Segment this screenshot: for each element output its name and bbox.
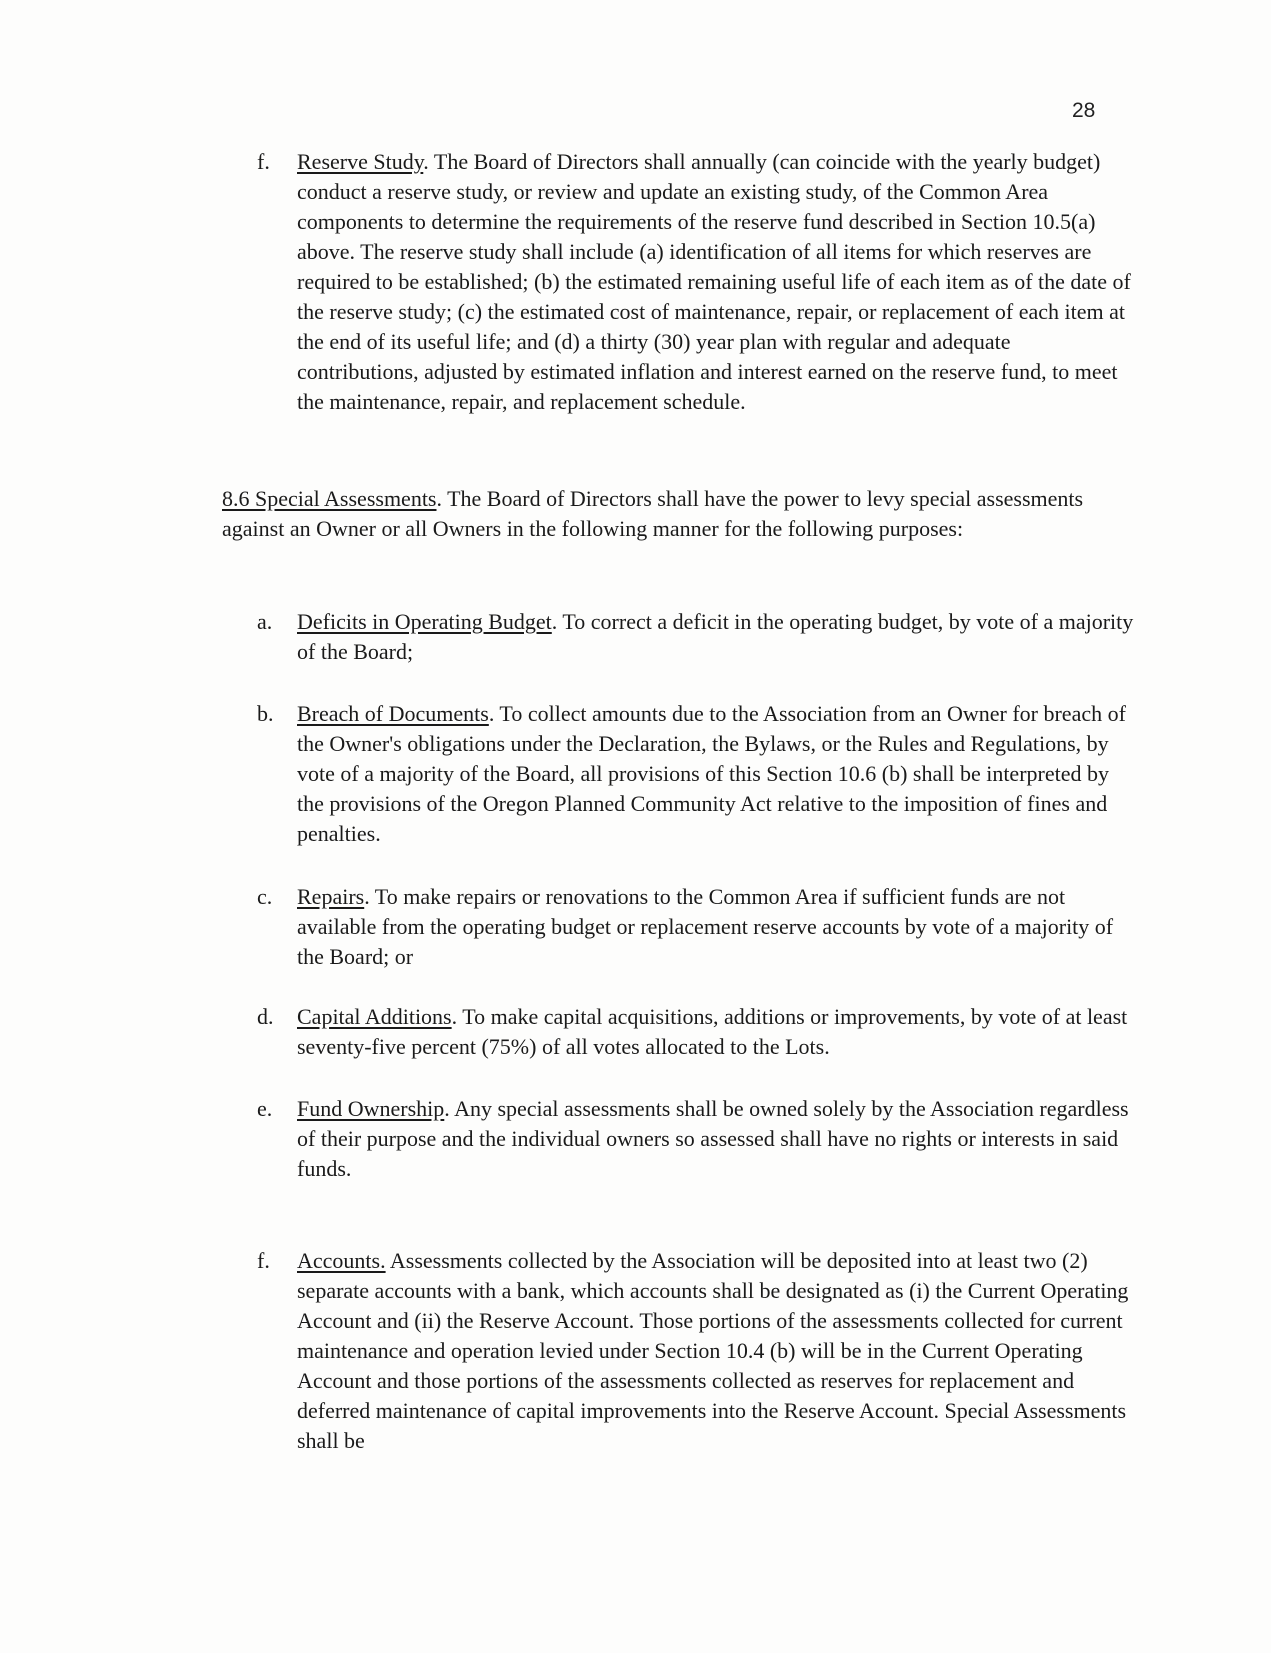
section-heading: 8.6 Special Assessments	[222, 486, 437, 511]
list-item-text	[297, 147, 1137, 417]
item-heading: Fund Ownership	[297, 1096, 445, 1121]
list-item-text	[297, 1094, 1137, 1184]
item-heading: Capital Additions	[297, 1004, 452, 1029]
list-item-text	[297, 1246, 1137, 1456]
list-marker: f.	[257, 1248, 270, 1273]
list-marker: b.	[257, 701, 274, 726]
section-special-assessments	[222, 484, 1122, 544]
list-item-deficits	[257, 607, 1137, 667]
item-body: . To collect amounts due to the Association from an Owner for breach of the Owner's obligations under the Declaration, the Bylaws, or the Rules and Regulations, by vote of a majority of the Board, all provisions of this Section 10.6 (b) shall be interpreted by the provisions of the Oregon Planned Community Act relative to the imposition of fines and penalties.	[297, 701, 1126, 846]
list-item-text	[297, 607, 1137, 667]
item-body: . To make capital acquisitions, additions or improvements, by vote of at least seventy-five percent (75%) of all votes allocated to the Lots.	[297, 1004, 1128, 1059]
list-marker: a.	[257, 609, 273, 634]
item-heading: Accounts.	[297, 1248, 386, 1273]
item-heading: Breach of Documents	[297, 701, 489, 726]
list-item-reserve-study	[257, 147, 1137, 417]
item-body: . The Board of Directors shall annually (can coincide with the yearly budget) conduct a reserve study, or review and update an existing study, of the Common Area components to determine the requirements of the reserve fund described in Section 10.5(a) above. The reserve study shall include (a) identification of all items for which reserves are required to be established; (b) the estimated remaining useful life of each item as of the date of the reserve study; (c) the estimated cost of maintenance, repair, or replacement of each item at the end of its useful life; and (d) a thirty (30) year plan with regular and adequate contributions, adjusted by estimated inflation and interest earned on the reserve fund, to meet the maintenance, repair, and replacement schedule.	[297, 149, 1131, 414]
item-body: . To make repairs or renovations to the Common Area if sufficient funds are not available from the operating budget or replacement reserve accounts by vote of a majority of the Board; or	[297, 884, 1114, 969]
list-marker: f.	[257, 149, 270, 174]
list-item-text	[297, 1002, 1137, 1062]
item-heading: Repairs	[297, 884, 365, 909]
section-body: . The Board of Directors shall have the power to levy special assessments against an Owner or all Owners in the following manner for the following purposes:	[222, 486, 1084, 541]
list-item-breach	[257, 699, 1137, 849]
item-body: . Any special assessments shall be owned solely by the Association regardless of their purpose and the individual owners so assessed shall have no rights or interests in said funds.	[297, 1096, 1129, 1181]
list-item-text	[297, 699, 1137, 849]
list-marker: d.	[257, 1004, 274, 1029]
page-number: 28	[1072, 99, 1096, 122]
list-item-repairs	[257, 882, 1137, 972]
list-marker: c.	[257, 884, 273, 909]
list-marker: e.	[257, 1096, 273, 1121]
item-body: Assessments collected by the Association will be deposited into at least two (2) separate accounts with a bank, which accounts shall be designated as (i) the Current Operating Account and (ii) the Reserve Account. Those portions of the assessments collected for current maintenance and operation levied under Section 10.4 (b) will be in the Current Operating Account and those portions of the assessments collected as reserves for replacement and deferred maintenance of capital improvements into the Reserve Account. Special Assessments shall be	[297, 1248, 1129, 1453]
item-body: . To correct a deficit in the operating budget, by vote of a majority of the Board;	[297, 609, 1134, 664]
item-heading: Reserve Study	[297, 149, 424, 174]
list-item-fund-ownership	[257, 1094, 1137, 1184]
list-item-text	[297, 882, 1137, 972]
item-heading: Deficits in Operating Budget	[297, 609, 552, 634]
list-item-accounts	[257, 1246, 1137, 1456]
list-item-capital-additions	[257, 1002, 1137, 1062]
